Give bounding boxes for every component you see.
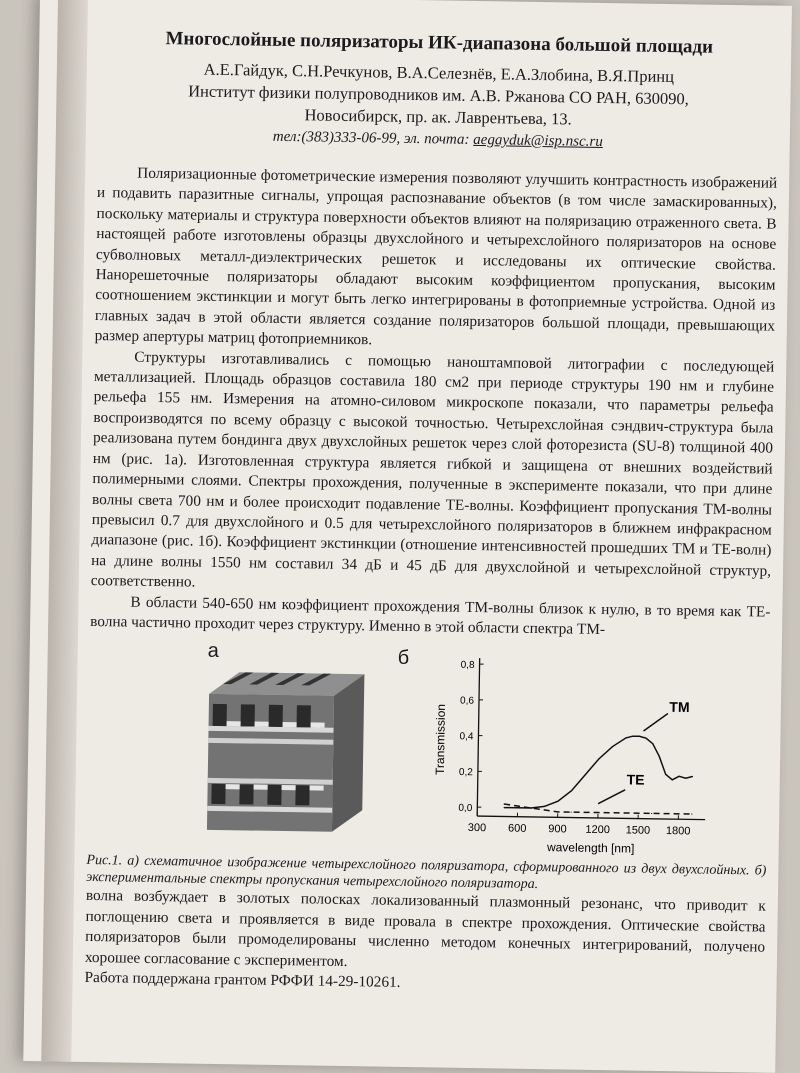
x-axis-line (477, 816, 705, 820)
figure-label-a: а (208, 640, 219, 663)
y-tick-label: 0,0 (458, 803, 473, 814)
x-tick-label: 900 (548, 824, 567, 836)
series-label-te: TE (627, 772, 645, 788)
paragraph-1: Поляризационные фотометрические измерения позволяют улучшить контрастность изображений и подавить паразитные сигналы, упрощая распознавание объектов (в том числе замаскированных), поскольку материалы и структура поверхности объектов влияют на поляризацию отраженного света. В настоящей работе изготовлены образцы двухслойного и четырехслойного поляризаторов на основе субволновых металл-диэлектрических решеток и исследованы их оптические свойства. Нанорешеточные поляризаторы обладают высоким коэффициентом пропускания, высоким соотношением экстинкции и могут быть легко интегрированы в фотоприемные устройства. Одной из главных задач в этой области является создание поляризаторов большой площади, превышающих размер апертуры матриц фотоприемников. (95, 163, 778, 357)
page-stack-edge (41, 0, 88, 1062)
institution: Институт физики полупроводников им. А.В. Ржанова СО РАН, 630090, (98, 79, 778, 112)
figure-1 (87, 638, 770, 859)
phone: тел:(383)333-06-99, эл. почта: (273, 129, 474, 148)
paragraph-4: волна возбуждает в золотых полосках локализованный плазмонный резонанс, что приводит к поглощению света и проявляется в виде провала в спектре прохождения. Оптические свойства поляризаторов были промоделированы численно методом конечных интегрирований, получено хорошее согласование с экспериментом. (85, 886, 766, 978)
paragraph-5: Работа поддержана грантом РФФИ 14-29-10261. (84, 968, 764, 999)
document-page (23, 0, 792, 1073)
block-side-face (332, 674, 364, 832)
y-tick-label: 0,2 (459, 767, 474, 778)
email-link[interactable]: aegayduk@isp.nsc.ru (473, 132, 603, 150)
x-tick-label: 300 (468, 822, 487, 834)
series-line-tm (504, 735, 693, 811)
data-point-te (651, 813, 652, 814)
y-axis-line (477, 658, 479, 816)
y-axis-label: Transmission (433, 704, 448, 775)
data-point-te (691, 814, 692, 815)
polarizer-schematic (187, 666, 370, 839)
x-tick-label: 600 (508, 823, 527, 835)
paragraph-3: В области 540-650 нм коэффициент прохождения TM-волны близок к нулю, в то время как TE-волна частично проходит через структуру. Именно в этой области спектра TM- (90, 591, 771, 642)
y-tick-label: 0,8 (461, 660, 476, 671)
x-tick-label: 1800 (666, 825, 691, 837)
te-arrow (598, 790, 625, 805)
tm-arrow (644, 714, 668, 732)
figure-label-b: б (397, 647, 409, 670)
article (84, 27, 779, 999)
x-axis-label: wavelength [nm] (546, 840, 635, 855)
authors: А.Е.Гайдук, С.Н.Речкунов, В.А.Селезнёв, Е.А.Злобина, В.Я.Принц (99, 57, 779, 90)
address: Новосибирск, пр. ак. Лаврентьева, 13. (98, 101, 778, 134)
paragraph-2: Структуры изготавливались с помощью наноштамповой литографии с последующей металлизацией. Площадь образцов составила 180 см2 при периоде структуры 190 нм и глубине рельефа 155 нм. Измерения на атомно-силовом микроскопе показали, что параметры рельефа воспроизводятся по всему образцу с высокой точностью. Четырехслойная сэндвич-структура была реализована путем бондинга двух двухслойных решеток через слой фоторезиста (SU-8) толщиной 400 нм (рис. 1а). Изготовленная структура является гибкой и защищена от внешних воздействий полимерными слоями. Спектры прохождения, полученные в эксперименте показали, что при длине волны света 700 нм и более происходит подавление TE-волны. Коэффициент пропускания TM-волны превысил 0.7 для двухслойного и 0.5 для четырехслойного поляризаторов в ближнем инфракрасном диапазоне (рис. 1б). Коэффициент экстинкции (отношение интенсивностей прошедших TM и TE-волн) на длине волны 1550 нм составил 34 дБ и 45 дБ для двухслойной и четырехслойной структур, соответственно. (91, 347, 775, 603)
y-tick-label: 0,6 (460, 696, 475, 707)
y-tick-label: 0,4 (459, 732, 474, 743)
data-point-te (571, 812, 572, 813)
figure-caption: Рис.1. а) схематичное изображение четырехслойного поляризатора, сформированного из двух двухслойных. б) экспериментальные спектры пропускания четырехслойного поляризатора. (86, 852, 766, 897)
article-title: Многослойные поляризаторы ИК-диапазона большой площади (99, 27, 779, 60)
transmission-chart (405, 643, 728, 858)
x-tick-label: 1500 (626, 825, 651, 837)
x-tick-label: 1200 (585, 824, 610, 836)
series-label-tm: TM (669, 699, 689, 715)
